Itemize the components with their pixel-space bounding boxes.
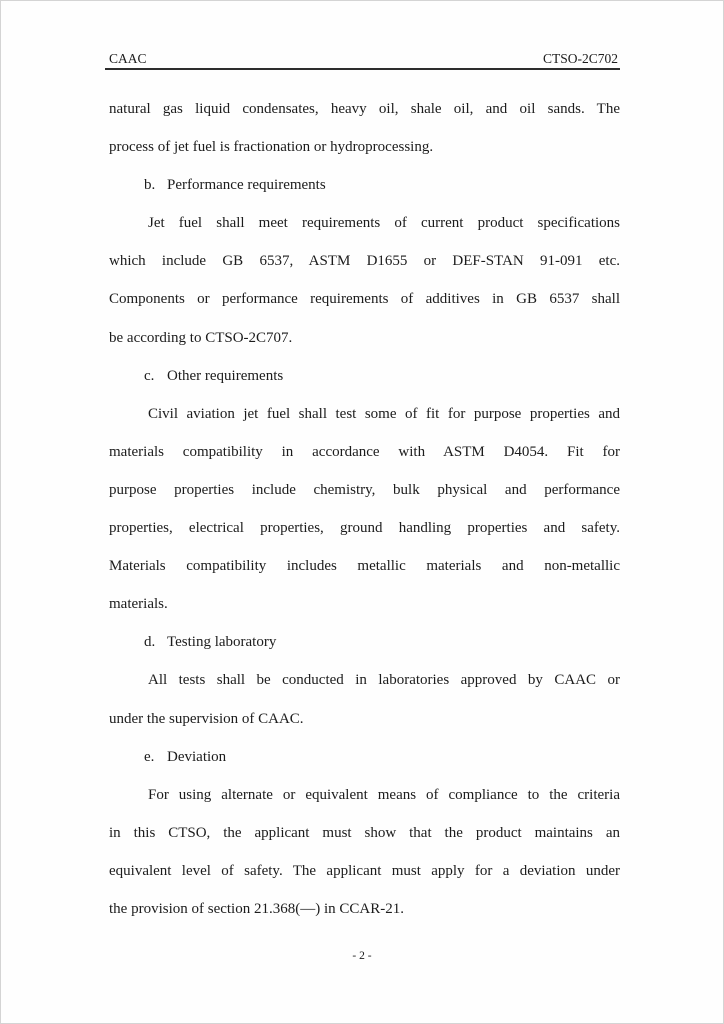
list-item-label: Performance requirements [167,177,326,194]
text-line: Jet fuel shall meet requirements of current product specifications [148,215,620,232]
header-rule [105,68,620,70]
text-line: purpose properties include chemistry, bulk physical and performance [109,481,620,498]
list-item-marker: c. [144,367,155,384]
text-line: in this CTSO, the applicant must show that the product maintains an [109,824,620,841]
text-line: be according to CTSO-2C707. [109,329,293,346]
text-line: process of jet fuel is fractionation or hydroprocessing. [109,139,434,156]
text-line: equivalent level of safety. The applicant must apply for a deviation under [109,862,620,879]
text-line: properties, electrical properties, ground handling properties and safety. [109,520,620,537]
text-line: materials. [109,596,168,613]
text-line: materials compatibility in accordance with ASTM D4054. Fit for [109,443,620,460]
list-item-label: Other requirements [167,367,284,384]
text-line: under the supervision of CAAC. [109,710,304,727]
list-item [109,357,620,395]
document-body [109,90,620,928]
text-line: Components or performance requirements of additives in GB 6537 shall [109,291,620,308]
text-line: the provision of section 21.368(—) in CCAR-21. [109,900,404,917]
list-item [109,166,620,204]
list-item-label: Deviation [167,748,227,765]
text-line: Civil aviation jet fuel shall test some of fit for purpose properties and [148,405,620,422]
text-line: All tests shall be conducted in laboratories approved by CAAC or [148,672,620,689]
text-line: which include GB 6537, ASTM D1655 or DEF-STAN 91-091 etc. [109,253,620,270]
list-item-marker: e. [144,748,155,765]
list-item-marker: d. [144,634,156,651]
text-line: For using alternate or equivalent means of compliance to the criteria [148,786,620,803]
page-header [109,51,618,67]
page-number: - 2 - [352,950,372,962]
text-line: natural gas liquid condensates, heavy oil, shale oil, and oil sands. The [109,101,620,117]
page-footer [1,949,723,963]
list-item [109,623,620,661]
list-item-label: Testing laboratory [167,634,277,651]
text-line: Materials compatibility includes metallic materials and non-metallic [109,558,620,575]
list-item-marker: b. [144,177,156,194]
header-document-number: CTSO-2C702 [542,51,618,66]
header-organization: CAAC [109,51,147,66]
list-item [109,738,620,776]
